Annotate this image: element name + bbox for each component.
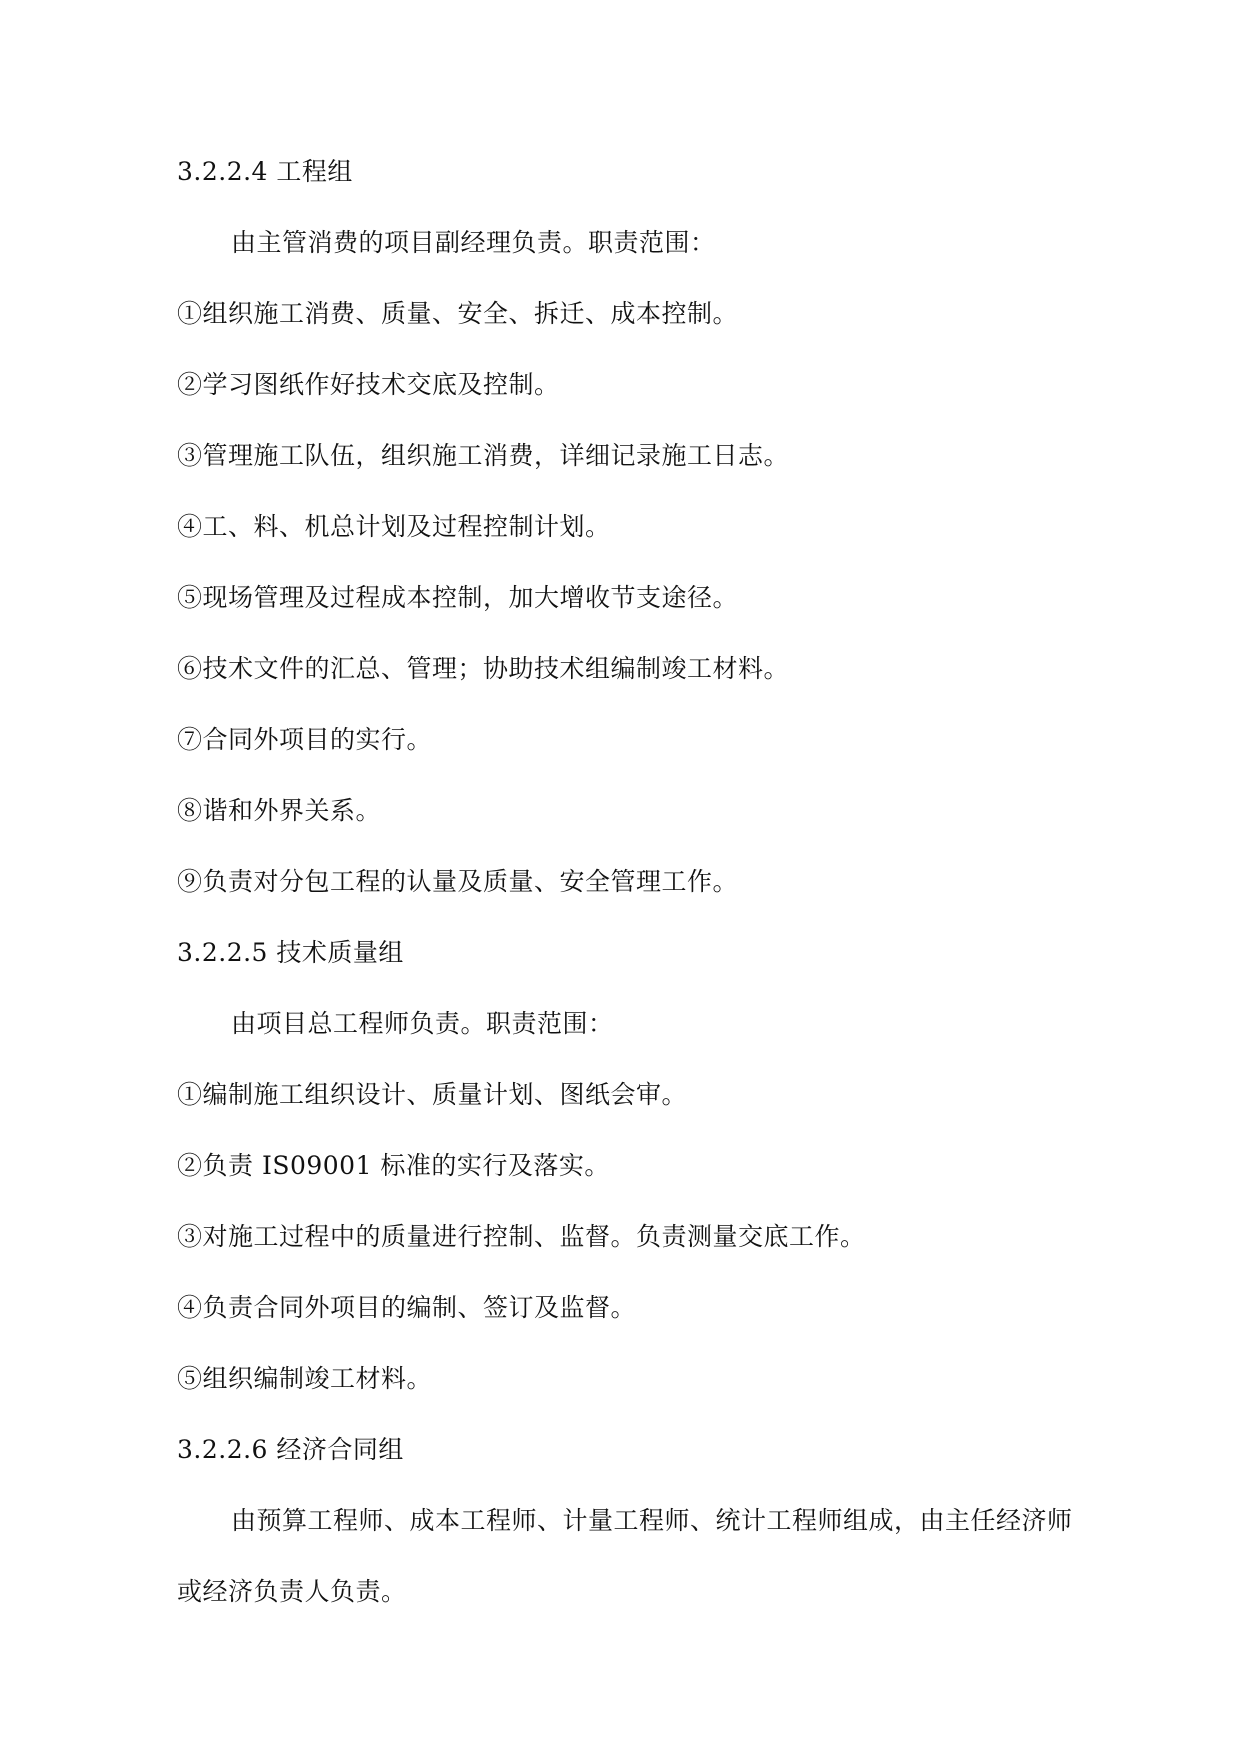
section-heading-3-2-2-4: 3.2.2.4 工程组	[177, 157, 353, 186]
list-item: ②学习图纸作好技术交底及控制。	[177, 370, 560, 399]
list-item: ④工、料、机总计划及过程控制计划。	[177, 512, 611, 541]
list-item: ⑤现场管理及过程成本控制，加大增收节支途径。	[177, 583, 739, 612]
list-item: ①组织施工消费、质量、安全、拆迁、成本控制。	[177, 299, 739, 328]
list-item: ⑥技术文件的汇总、管理；协助技术组编制竣工材料。	[177, 654, 790, 683]
paragraph-engineering-intro: 由主管消费的项目副经理负责。职责范围：	[231, 228, 716, 257]
paragraph-contract-intro: 由预算工程师、成本工程师、计量工程师、统计工程师组成，由主任经济师	[231, 1506, 1073, 1535]
list-item: ⑨负责对分包工程的认量及质量、安全管理工作。	[177, 867, 739, 896]
section-heading-3-2-2-5: 3.2.2.5 技术质量组	[177, 938, 404, 967]
paragraph-quality-intro: 由项目总工程师负责。职责范围：	[231, 1009, 614, 1038]
list-item: ①编制施工组织设计、质量计划、图纸会审。	[177, 1080, 688, 1109]
list-item: ④负责合同外项目的编制、签订及监督。	[177, 1293, 637, 1322]
section-heading-3-2-2-6: 3.2.2.6 经济合同组	[177, 1435, 404, 1464]
list-item: ③管理施工队伍，组织施工消费，详细记录施工日志。	[177, 441, 790, 470]
list-item: ⑧谐和外界关系。	[177, 796, 382, 825]
list-item: ③对施工过程中的质量进行控制、监督。负责测量交底工作。	[177, 1222, 866, 1251]
paragraph-contract-continued: 或经济负责人负责。	[177, 1577, 407, 1606]
list-item: ⑤组织编制竣工材料。	[177, 1364, 433, 1393]
list-item: ⑦合同外项目的实行。	[177, 725, 433, 754]
list-item: ②负责 IS09001 标准的实行及落实。	[177, 1151, 610, 1180]
